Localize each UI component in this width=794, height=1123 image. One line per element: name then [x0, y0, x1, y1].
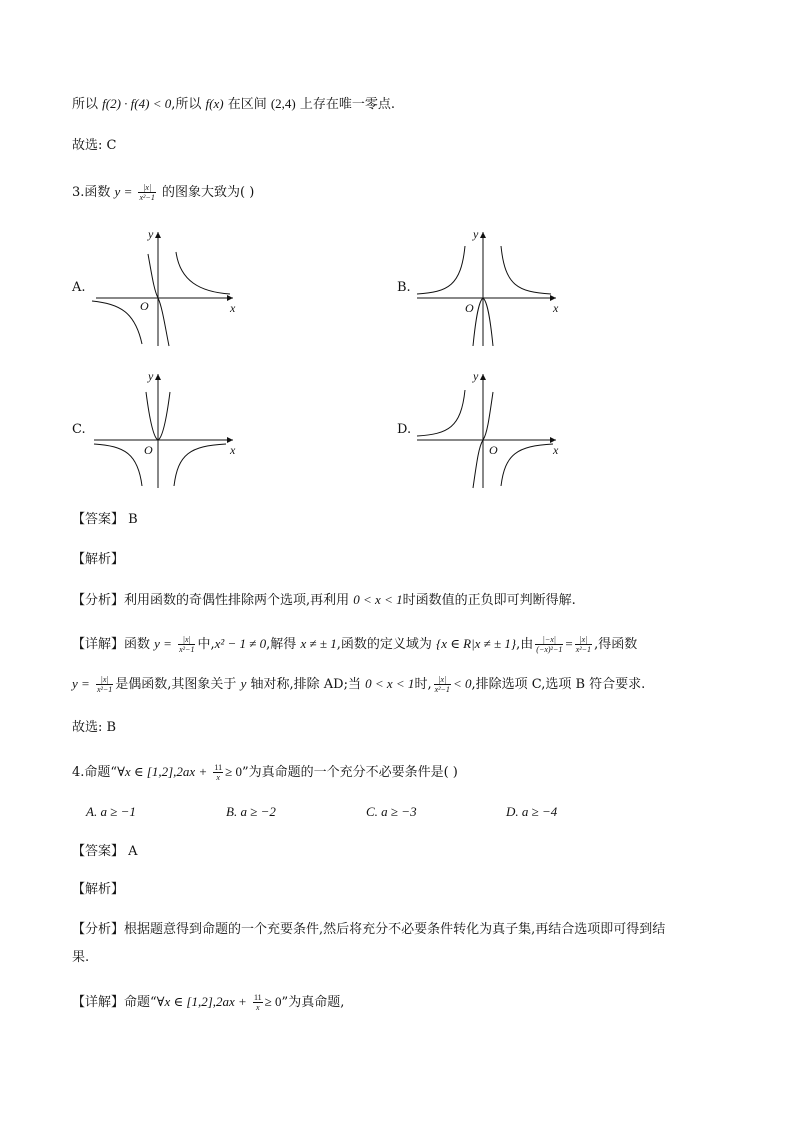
text: 上存在唯一零点. [299, 97, 396, 112]
option-b-label: B. [397, 280, 411, 295]
curve [417, 246, 465, 294]
math-expr: = [565, 636, 573, 651]
frac-den: x²−1 [575, 645, 592, 654]
origin-label: O [140, 299, 149, 313]
math-expr: ≥ 0 [225, 764, 242, 779]
math-expr: ∀x ∈ [1,2],2ax + [156, 994, 247, 1009]
frac-den: x²−1 [96, 685, 113, 694]
math-expr: 0 < x < 1 [353, 592, 403, 607]
frac-num: |x| [138, 183, 155, 193]
graph-option-d [413, 368, 563, 492]
frac-den: x [216, 773, 220, 782]
origin-label: O [489, 443, 498, 457]
math-expr: ∀x ∈ [1,2],2ax + [117, 764, 208, 779]
origin-label: O [144, 443, 153, 457]
curve [501, 246, 551, 294]
detail-line-1-q3 [72, 634, 637, 655]
analysis-summary-q3 [72, 590, 576, 611]
curve [417, 390, 465, 436]
detail-line-q4 [72, 992, 344, 1013]
curve [94, 444, 142, 486]
math-expr: y = [114, 184, 133, 199]
answer-tag-q3: 【答案】 B [72, 512, 138, 527]
text: ,排除选项 C,选项 B 符合要求. [471, 677, 646, 692]
fraction [434, 675, 451, 694]
curve [501, 444, 553, 486]
frac-den: x²−1 [434, 685, 450, 694]
fraction [213, 763, 223, 782]
y-label: y [148, 369, 154, 383]
answer-tag-q4: 【答案】 A [72, 844, 138, 859]
math-expr: x ≠ ± 1 [300, 636, 337, 651]
analysis-summary-q4-line2: 果. [72, 950, 90, 965]
math-expr: y [240, 676, 247, 691]
detail-line-2-q3 [72, 674, 645, 695]
y-label: y [148, 227, 154, 241]
text: 3.函数 [72, 185, 111, 200]
text: 时, [414, 677, 432, 692]
text-line-zero-point [72, 94, 395, 115]
x-label: x [553, 301, 559, 315]
question-3-stem [72, 182, 254, 203]
text: ”为真命题, [281, 995, 345, 1010]
text: ,函数的定义域为 [336, 637, 432, 652]
math-expr: f(x) [205, 96, 224, 111]
fraction [178, 635, 195, 654]
analysis-tag-q4: 【解析】 [72, 882, 125, 897]
y-label: y [473, 369, 479, 383]
graph-option-a [90, 226, 240, 350]
y-label: y [473, 227, 479, 241]
choice-a: A. a ≥ −1 [86, 804, 136, 819]
math-expr: f(2) · f(4) < 0 [102, 96, 172, 111]
choose-q3: 故选: B [72, 720, 117, 735]
text: ,所以 [171, 97, 202, 112]
math-expr: < 0 [452, 676, 472, 691]
text: 轴对称,排除 AD;当 [250, 677, 361, 692]
x-label: x [553, 443, 559, 457]
text: 的图象大致为( ) [161, 185, 255, 200]
x-label: x [230, 301, 236, 315]
answer-prev: 故选: C [72, 138, 117, 153]
frac-num: 11 [214, 763, 223, 772]
math-expr: y = [154, 636, 172, 651]
fraction [575, 635, 592, 654]
text: ,得函数 [594, 637, 638, 652]
origin-label: O [465, 301, 474, 315]
frac-den: x²−1 [179, 645, 195, 654]
fraction [535, 635, 563, 654]
text: 在区间 [227, 97, 267, 112]
frac-num: |x| [434, 675, 451, 685]
fraction [96, 675, 113, 694]
math-expr: 0 < x < 1 [365, 676, 415, 691]
option-d-label: D. [397, 422, 412, 437]
option-a-label: A. [72, 280, 86, 295]
text: 【分析】利用函数的奇偶性排除两个选项,再利用 [72, 593, 350, 608]
curve [176, 252, 230, 294]
math-expr: {x ∈ R|x ≠ ± 1} [436, 636, 517, 651]
math-expr: ≥ 0 [264, 994, 282, 1009]
option-c-label: C. [72, 422, 86, 437]
curve [92, 301, 142, 344]
curve [174, 444, 226, 486]
math-expr: (2,4) [270, 96, 296, 111]
x-label: x [230, 443, 236, 457]
text: ”为真命题的一个充分不必要条件是( ) [241, 765, 458, 780]
text: 【详解】函数 [72, 637, 151, 652]
math-expr: y = [72, 676, 90, 691]
frac-num: |x| [178, 635, 195, 645]
frac-num: 11 [253, 993, 262, 1002]
choice-c: C. a ≥ −3 [366, 804, 417, 819]
text: 是偶函数,其图象关于 [115, 677, 237, 692]
math-expr: x² − 1 ≠ 0 [214, 636, 267, 651]
text: 时函数值的正负即可判断得解. [402, 593, 576, 608]
text: 4.命题“ [72, 765, 118, 780]
fraction [253, 993, 263, 1012]
frac-den: x²−1 [139, 193, 155, 202]
text: 所以 [72, 97, 99, 112]
text: ,解得 [266, 637, 297, 652]
graph-option-c [90, 368, 240, 492]
frac-num: |−x| [535, 635, 563, 645]
frac-num: |x| [96, 675, 113, 685]
frac-den: x [256, 1003, 260, 1012]
graph-option-b [413, 226, 563, 350]
choice-b: B. a ≥ −2 [226, 804, 276, 819]
choice-d: D. a ≥ −4 [506, 804, 558, 819]
frac-num: |x| [575, 635, 592, 645]
question-4-stem [72, 762, 458, 783]
analysis-tag-q3: 【解析】 [72, 552, 125, 567]
analysis-summary-q4-line1: 【分析】根据题意得到命题的一个充要条件,然后将充分不必要条件转化为真子集,再结合选项即可得到结 [72, 922, 666, 937]
text: ,由 [516, 637, 534, 652]
text: 【详解】命题“ [72, 995, 157, 1010]
fraction [138, 183, 155, 202]
text: 中, [197, 637, 215, 652]
frac-den: (−x)²−1 [536, 645, 563, 654]
